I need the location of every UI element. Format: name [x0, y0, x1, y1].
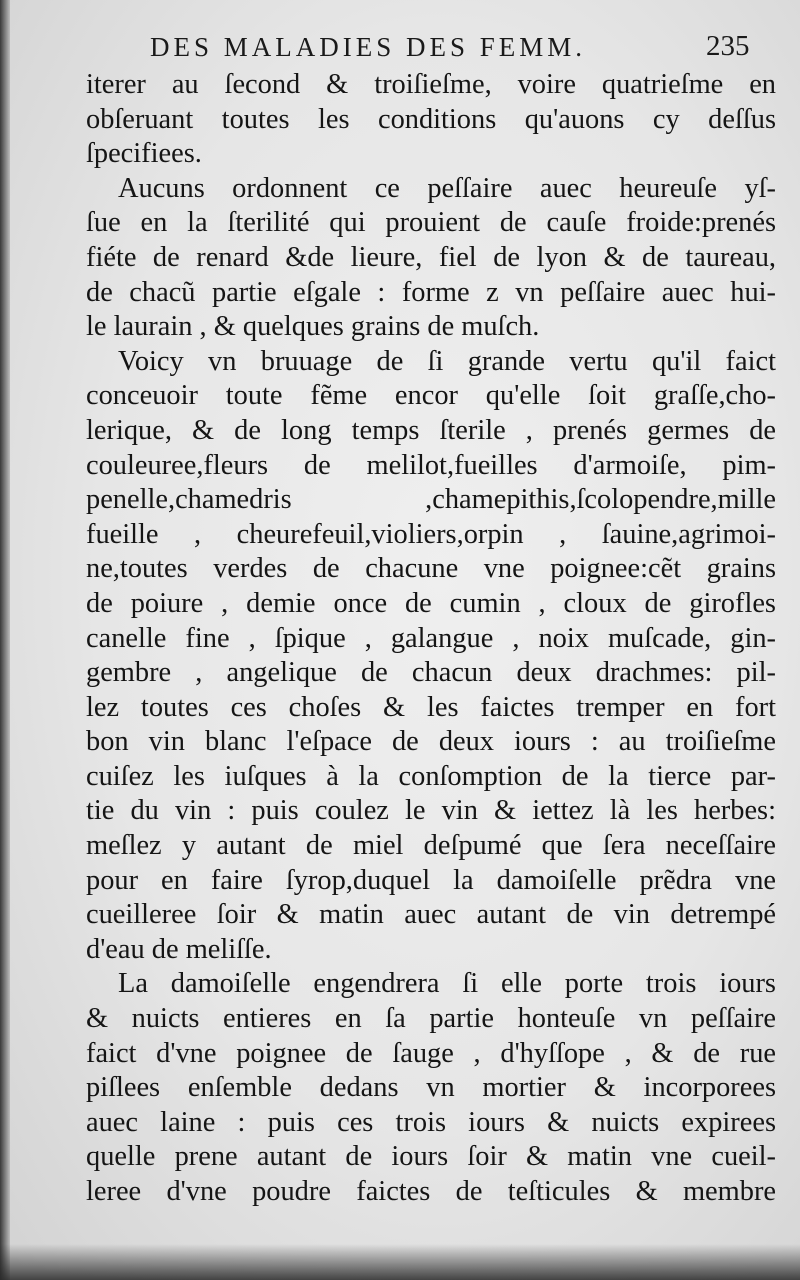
text-line: piſlees enſemble dedans vn mortier & incorporees: [86, 1072, 776, 1104]
text-line: quelle prene autant de iours ſoir & matin vne cueil-: [86, 1141, 776, 1173]
text-line: le laurain , & quelques grains de muſch.: [86, 311, 540, 343]
body-text: [86, 68, 776, 1210]
page-binding-shadow: [0, 0, 10, 1280]
text-line: faict d'vne poignee de ſauge , d'hyſſope , & de rue: [86, 1037, 776, 1069]
text-line: gembre , angelique de chacun deux drachmes: pil-: [86, 657, 776, 689]
text-line: obſeruant toutes les conditions qu'auons cy deſſus: [86, 103, 776, 135]
text-line: & nuicts entieres en ſa partie honteuſe vn peſſaire: [86, 1003, 776, 1035]
text-line: canelle fine , ſpique , galangue , noix muſcade, gin-: [86, 622, 776, 654]
text-line: cueilleree ſoir & matin auec autant de vin detrempé: [86, 899, 776, 931]
text-line: d'eau de meliſſe.: [86, 933, 272, 965]
text-line: La damoiſelle engendrera ſi elle porte trois iours: [118, 968, 776, 1000]
text-line: lez toutes ces choſes & les faictes tremper en fort: [86, 691, 776, 723]
text-line: ne,toutes verdes de chacune vne poignee:cẽt grains: [86, 553, 776, 585]
text-line: penelle,chamedris ,chamepithis,ſcolopendre,mille: [86, 484, 776, 516]
text-line: auec laine : puis ces trois iours & nuicts expirees: [86, 1106, 776, 1138]
text-line: lerique, & de long temps ſterile , prenés germes de: [86, 414, 776, 446]
text-line: iterer au ſecond & troiſieſme, voire quatrieſme en: [86, 69, 776, 100]
text-line: ſue en la ſterilité qui prouient de cauſe froide:prenés: [86, 207, 776, 239]
text-line: fueille , cheurefeuil,violiers,orpin , ſauine,agrimoi-: [86, 518, 776, 550]
text-line: conceuoir toute fẽme encor qu'elle ſoit graſſe,cho-: [86, 380, 776, 412]
text-line: cuiſez les iuſques à la conſomption de la tierce par-: [86, 760, 776, 792]
text-line: ſpecifiees.: [86, 138, 202, 170]
text-line: Aucuns ordonnent ce peſſaire auec heureuſe yſ-: [118, 172, 776, 204]
running-title: DES MALADIES DES FEMM.: [150, 32, 587, 62]
text-line: bon vin blanc l'eſpace de deux iours : au troiſieſme: [86, 726, 776, 758]
text-line: fiéte de renard &de lieure, fiel de lyon & de taureau,: [86, 241, 776, 273]
text-line: meſlez y autant de miel deſpumé que ſera neceſſaire: [86, 830, 776, 862]
text-line: Voicy vn bruuage de ſi grande vertu qu'il faict: [118, 345, 776, 377]
text-line: leree d'vne poudre faictes de teſticules & membre: [86, 1176, 776, 1207]
text-line: couleuree,fleurs de melilot,fueilles d'armoiſe, pim-: [86, 449, 776, 481]
text-line: de poiure , demie once de cumin , cloux de girofles: [86, 587, 776, 619]
text-line: de chacũ partie eſgale : forme z vn peſſaire auec hui-: [86, 276, 776, 308]
text-line: pour en faire ſyrop,duquel la damoiſelle prẽdra vne: [86, 864, 776, 896]
page-number: 235: [706, 30, 750, 62]
text-line: tie du vin : puis coulez le vin & iettez là les herbes:: [86, 795, 776, 827]
page-bottom-shadow: [0, 1244, 800, 1280]
